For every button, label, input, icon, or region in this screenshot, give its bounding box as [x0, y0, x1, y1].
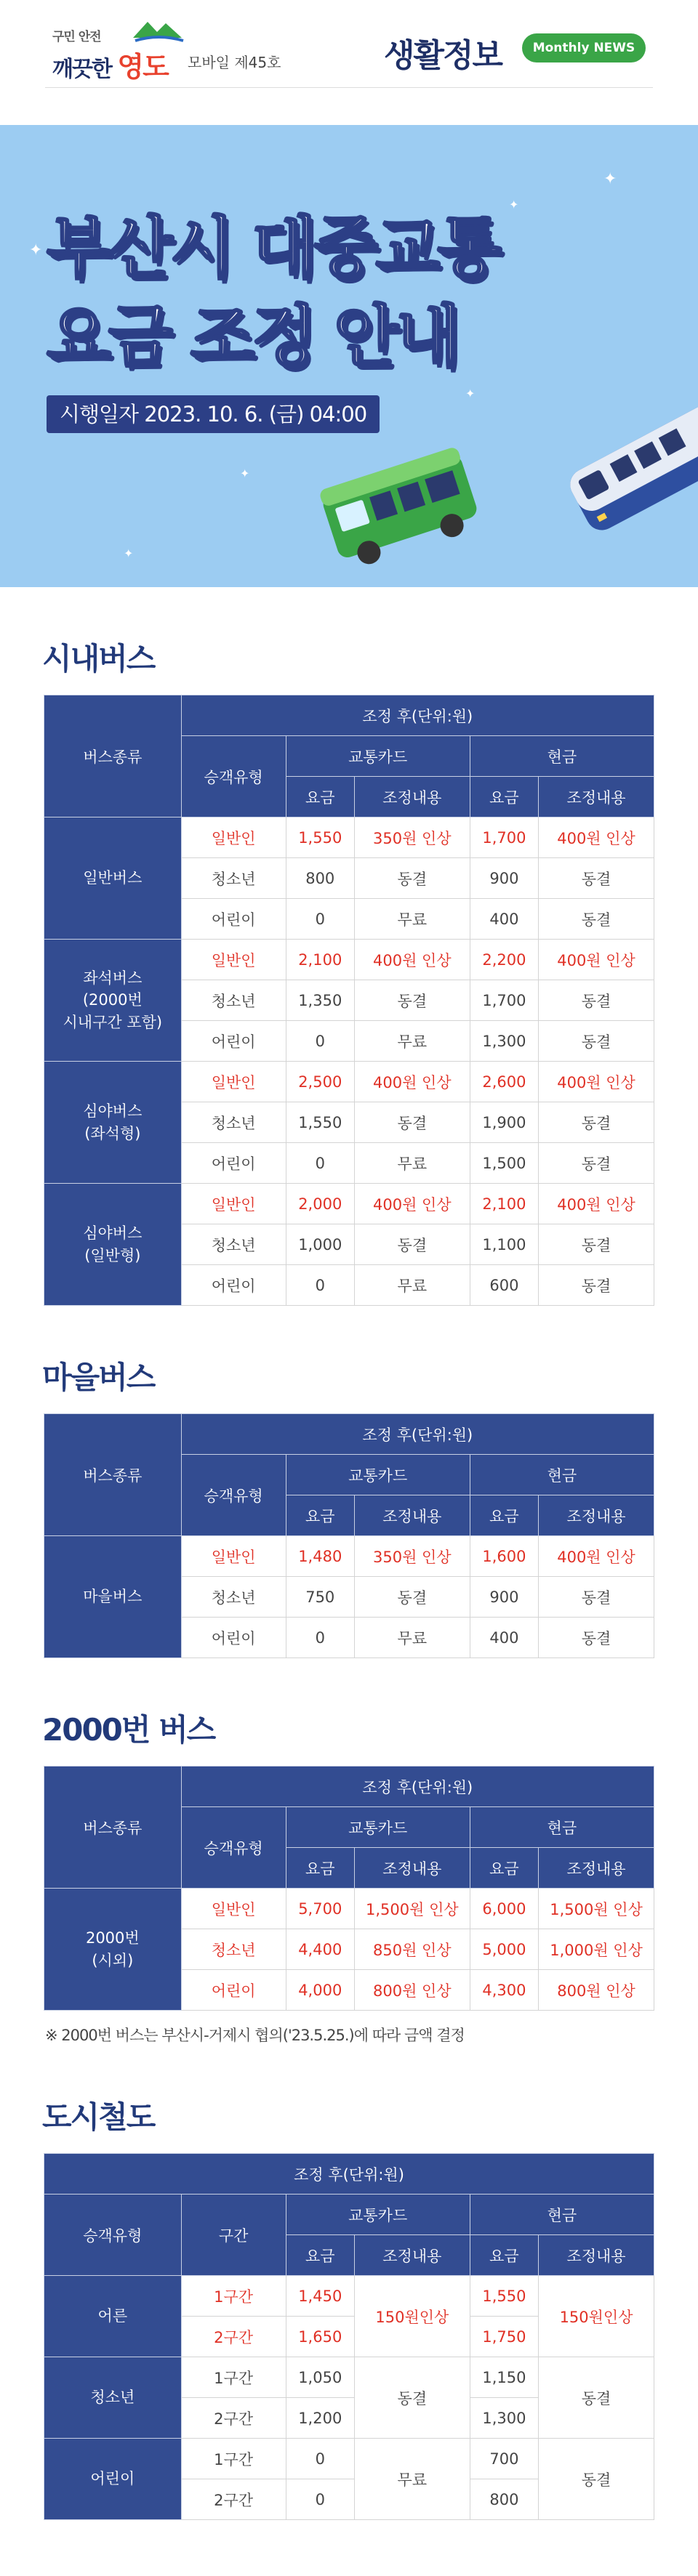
passenger-type-cell: 청소년	[44, 2357, 182, 2439]
village-bus-table-wrap	[44, 1413, 654, 1658]
card-adjust-cell: 150원인상	[354, 2276, 470, 2357]
passenger-type-cell: 청소년	[181, 1102, 286, 1143]
passenger-type-cell: 일반인	[181, 940, 286, 980]
section-cell: 2구간	[181, 2398, 286, 2439]
green-bus-icon	[313, 445, 487, 568]
cash-fare-cell: 1,300	[470, 1021, 538, 1062]
logo-slogan: 구민 안전	[52, 30, 101, 44]
sparkle-icon: ✦	[509, 198, 519, 211]
col-traffic-card: 교통카드	[286, 1807, 470, 1848]
monthly-news-badge: Monthly NEWS	[522, 33, 646, 62]
cash-fare-cell: 1,700	[470, 817, 538, 858]
cash-fare-cell: 4,300	[470, 1970, 538, 2011]
bus-type-cell	[44, 1184, 182, 1306]
card-fare-cell: 1,200	[286, 2398, 354, 2439]
col-card-fare: 요금	[286, 1848, 354, 1889]
cash-adjust-cell: 400원 인상	[539, 1536, 654, 1577]
col-card-adjust: 조정내용	[354, 1848, 470, 1889]
bus-type-line: (2000번	[82, 991, 143, 1009]
card-fare-cell: 800	[286, 858, 354, 899]
sparkle-icon: ✦	[240, 467, 250, 480]
cash-fare-cell: 600	[470, 1265, 538, 1306]
cash-fare-cell: 1,500	[470, 1143, 538, 1184]
cash-fare-cell: 800	[470, 2479, 538, 2520]
table-row	[44, 1184, 654, 1224]
cash-adjust-cell: 동결	[539, 1021, 654, 1062]
table-row	[44, 1062, 654, 1102]
subway-title: 도시철도	[42, 2099, 155, 2135]
cash-fare-cell: 400	[470, 1618, 538, 1658]
header-divider	[45, 87, 653, 88]
village-bus-title: 마을버스	[42, 1360, 155, 1395]
section-cell: 2구간	[181, 2479, 286, 2520]
col-passenger-type: 승객유형	[181, 1455, 286, 1536]
passenger-type-cell: 어린이	[181, 1143, 286, 1184]
cash-fare-cell: 5,000	[470, 1929, 538, 1970]
col-section: 구간	[181, 2195, 286, 2276]
col-bus-type: 버스종류	[44, 1767, 182, 1889]
card-adjust-cell: 무료	[354, 1143, 470, 1184]
col-adjust-after: 조정 후(단위:원)	[44, 2154, 654, 2195]
passenger-type-cell: 청소년	[181, 1224, 286, 1265]
passenger-type-cell: 어린이	[181, 899, 286, 940]
cash-adjust-cell: 동결	[539, 2357, 654, 2439]
cash-fare-cell: 2,100	[470, 1184, 538, 1224]
card-fare-cell: 1,550	[286, 817, 354, 858]
subway-train-icon	[560, 394, 698, 539]
passenger-type-cell: 어린이	[181, 1970, 286, 2011]
col-bus-type: 버스종류	[44, 695, 182, 817]
cash-fare-cell: 900	[470, 1577, 538, 1618]
cash-adjust-cell: 동결	[539, 2439, 654, 2520]
card-fare-cell: 4,000	[286, 1970, 354, 2011]
card-fare-cell: 2,000	[286, 1184, 354, 1224]
card-adjust-cell: 무료	[354, 2439, 470, 2520]
col-traffic-card: 교통카드	[286, 736, 470, 777]
card-adjust-cell: 무료	[354, 1618, 470, 1658]
bus-type-line: 심야버스	[83, 1102, 143, 1121]
card-fare-cell: 0	[286, 2479, 354, 2520]
col-cash-adjust: 조정내용	[539, 777, 654, 817]
col-cash-fare: 요금	[470, 1848, 538, 1889]
card-fare-cell: 0	[286, 899, 354, 940]
bus-2000-note: ※ 2000번 버스는 부산시-거제시 협의('23.5.25.)에 따라 금액 결정	[45, 2027, 465, 2044]
passenger-type-cell: 일반인	[181, 817, 286, 858]
newsletter-header	[0, 0, 698, 125]
cash-adjust-cell: 400원 인상	[539, 1184, 654, 1224]
col-cash: 현금	[470, 736, 654, 777]
card-adjust-cell: 무료	[354, 1265, 470, 1306]
cash-adjust-cell: 1,000원 인상	[539, 1929, 654, 1970]
col-adjust-after: 조정 후(단위:원)	[181, 695, 654, 736]
bus-2000-table	[44, 1766, 654, 2011]
card-fare-cell: 4,400	[286, 1929, 354, 1970]
passenger-type-cell: 어린이	[181, 1021, 286, 1062]
col-cash-fare: 요금	[470, 2235, 538, 2276]
bus-type-line: (좌석형)	[84, 1124, 141, 1142]
card-fare-cell: 1,550	[286, 1102, 354, 1143]
bus-type-cell	[44, 1062, 182, 1184]
col-card-adjust: 조정내용	[354, 777, 470, 817]
card-fare-cell: 0	[286, 2439, 354, 2479]
cash-fare-cell: 900	[470, 858, 538, 899]
col-cash-fare: 요금	[470, 1495, 538, 1536]
card-fare-cell: 1,480	[286, 1536, 354, 1577]
bus-type-cell	[44, 1889, 182, 2011]
card-adjust-cell: 850원 인상	[354, 1929, 470, 1970]
cash-adjust-cell: 동결	[539, 1265, 654, 1306]
card-adjust-cell: 동결	[354, 858, 470, 899]
cash-fare-cell: 1,750	[470, 2317, 538, 2357]
cash-fare-cell: 2,600	[470, 1062, 538, 1102]
cash-fare-cell: 2,200	[470, 940, 538, 980]
card-adjust-cell: 350원 인상	[354, 1536, 470, 1577]
hero-title-line1: 부산시 대중교통	[47, 209, 500, 287]
cash-adjust-cell: 동결	[539, 980, 654, 1021]
cash-adjust-cell: 1,500원 인상	[539, 1889, 654, 1929]
subway-table-wrap	[44, 2153, 654, 2520]
issue-number: 모바일 제45호	[188, 54, 281, 71]
col-card-fare: 요금	[286, 2235, 354, 2276]
col-cash-adjust: 조정내용	[539, 1848, 654, 1889]
city-bus-table-wrap	[44, 695, 654, 1306]
logo-text-yeongdo: 영도	[117, 51, 168, 83]
village-bus-table	[44, 1413, 654, 1658]
card-adjust-cell: 1,500원 인상	[354, 1889, 470, 1929]
section-cell: 2구간	[181, 2317, 286, 2357]
card-adjust-cell: 400원 인상	[354, 1062, 470, 1102]
passenger-type-cell: 청소년	[181, 1929, 286, 1970]
cash-adjust-cell: 150원인상	[539, 2276, 654, 2357]
col-card-fare: 요금	[286, 1495, 354, 1536]
passenger-type-cell: 청소년	[181, 980, 286, 1021]
section-cell: 1구간	[181, 2276, 286, 2317]
passenger-type-cell: 청소년	[181, 858, 286, 899]
sparkle-icon: ✦	[124, 546, 134, 560]
logo-text-clean: 깨끗한	[52, 57, 111, 82]
card-fare-cell: 0	[286, 1265, 354, 1306]
sparkle-icon: ✦	[465, 387, 476, 400]
passenger-type-cell: 어린이	[181, 1265, 286, 1306]
cash-adjust-cell: 동결	[539, 858, 654, 899]
col-cash-adjust: 조정내용	[539, 2235, 654, 2276]
col-traffic-card: 교통카드	[286, 2195, 470, 2235]
card-fare-cell: 750	[286, 1577, 354, 1618]
sparkle-icon: ✦	[29, 241, 43, 259]
passenger-type-cell: 어른	[44, 2276, 182, 2357]
cash-adjust-cell: 동결	[539, 1618, 654, 1658]
card-fare-cell: 0	[286, 1143, 354, 1184]
bus-type-cell	[44, 940, 182, 1062]
card-adjust-cell: 동결	[354, 1577, 470, 1618]
table-row	[44, 1536, 654, 1577]
card-adjust-cell: 동결	[354, 1224, 470, 1265]
bus-type-line: 심야버스	[83, 1224, 143, 1243]
brand-title: 생활정보	[384, 37, 502, 74]
bus-type-line: (일반형)	[84, 1246, 141, 1264]
card-fare-cell: 5,700	[286, 1889, 354, 1929]
cash-adjust-cell: 800원 인상	[539, 1970, 654, 2011]
cash-fare-cell: 6,000	[470, 1889, 538, 1929]
cash-fare-cell: 1,550	[470, 2276, 538, 2317]
col-cash: 현금	[470, 2195, 654, 2235]
card-adjust-cell: 350원 인상	[354, 817, 470, 858]
bus-type-line: 시내구간 포함)	[63, 1013, 163, 1031]
hero-banner	[0, 125, 698, 587]
passenger-type-cell: 어린이	[181, 1618, 286, 1658]
bus-type-cell: 마을버스	[44, 1536, 182, 1658]
bus-type-line: 2000번	[85, 1929, 140, 1947]
cash-fare-cell: 1,600	[470, 1536, 538, 1577]
hero-title-line2: 요금 조정 안내	[47, 298, 458, 376]
cash-adjust-cell: 동결	[539, 1577, 654, 1618]
cash-fare-cell: 400	[470, 899, 538, 940]
card-adjust-cell: 동결	[354, 980, 470, 1021]
card-fare-cell: 0	[286, 1021, 354, 1062]
cash-fare-cell: 700	[470, 2439, 538, 2479]
col-bus-type: 버스종류	[44, 1414, 182, 1536]
card-fare-cell: 2,500	[286, 1062, 354, 1102]
footer-space	[0, 2520, 698, 2552]
card-adjust-cell: 동결	[354, 1102, 470, 1143]
card-adjust-cell: 무료	[354, 899, 470, 940]
cash-adjust-cell: 동결	[539, 1102, 654, 1143]
bus-2000-table-wrap	[44, 1766, 654, 2011]
cash-adjust-cell: 400원 인상	[539, 1062, 654, 1102]
col-card-fare: 요금	[286, 777, 354, 817]
card-fare-cell: 2,100	[286, 940, 354, 980]
passenger-type-cell: 일반인	[181, 1536, 286, 1577]
col-card-adjust: 조정내용	[354, 2235, 470, 2276]
passenger-type-cell: 일반인	[181, 1889, 286, 1929]
col-cash-fare: 요금	[470, 777, 538, 817]
bus-2000-title: 2000번 버스	[42, 1712, 215, 1748]
bus-type-line: (시외)	[92, 1951, 134, 1969]
col-passenger-type: 승객유형	[44, 2195, 182, 2276]
cash-adjust-cell: 400원 인상	[539, 940, 654, 980]
cash-adjust-cell: 동결	[539, 899, 654, 940]
card-fare-cell: 1,000	[286, 1224, 354, 1265]
cash-fare-cell: 1,700	[470, 980, 538, 1021]
card-fare-cell: 1,350	[286, 980, 354, 1021]
card-fare-cell: 1,050	[286, 2357, 354, 2398]
col-traffic-card: 교통카드	[286, 1455, 470, 1495]
card-adjust-cell: 동결	[354, 2357, 470, 2439]
card-fare-cell: 1,450	[286, 2276, 354, 2317]
section-cell: 1구간	[181, 2439, 286, 2479]
col-card-adjust: 조정내용	[354, 1495, 470, 1536]
bus-type-line: 좌석버스	[83, 969, 143, 987]
col-cash-adjust: 조정내용	[539, 1495, 654, 1536]
passenger-type-cell: 일반인	[181, 1062, 286, 1102]
cash-fare-cell: 1,150	[470, 2357, 538, 2398]
col-cash: 현금	[470, 1455, 654, 1495]
card-fare-cell: 0	[286, 1618, 354, 1658]
city-bus-title: 시내버스	[42, 641, 155, 677]
passenger-type-cell: 청소년	[181, 1577, 286, 1618]
subway-table	[44, 2153, 654, 2520]
card-adjust-cell: 무료	[354, 1021, 470, 1062]
col-cash: 현금	[470, 1807, 654, 1848]
col-passenger-type: 승객유형	[181, 736, 286, 817]
sparkle-icon: ✦	[603, 170, 617, 188]
city-bus-table	[44, 695, 654, 1306]
table-row	[44, 2276, 654, 2317]
cash-adjust-cell: 동결	[539, 1143, 654, 1184]
passenger-type-cell: 어린이	[44, 2439, 182, 2520]
card-fare-cell: 1,650	[286, 2317, 354, 2357]
col-adjust-after: 조정 후(단위:원)	[181, 1767, 654, 1807]
cash-adjust-cell: 동결	[539, 1224, 654, 1265]
table-row	[44, 1889, 654, 1929]
cash-fare-cell: 1,100	[470, 1224, 538, 1265]
section-cell: 1구간	[181, 2357, 286, 2398]
card-adjust-cell: 400원 인상	[354, 940, 470, 980]
cash-adjust-cell: 400원 인상	[539, 817, 654, 858]
card-adjust-cell: 800원 인상	[354, 1970, 470, 2011]
bus-type-cell: 일반버스	[44, 817, 182, 940]
table-row	[44, 2357, 654, 2398]
card-adjust-cell: 400원 인상	[354, 1184, 470, 1224]
table-row	[44, 2439, 654, 2479]
table-row	[44, 817, 654, 858]
cash-fare-cell: 1,900	[470, 1102, 538, 1143]
col-adjust-after: 조정 후(단위:원)	[181, 1414, 654, 1455]
passenger-type-cell: 일반인	[181, 1184, 286, 1224]
cash-fare-cell: 1,300	[470, 2398, 538, 2439]
col-passenger-type: 승객유형	[181, 1807, 286, 1889]
mountain-icon	[129, 16, 188, 45]
effective-date: 시행일자 2023. 10. 6. (금) 04:00	[47, 395, 380, 433]
table-row	[44, 940, 654, 980]
